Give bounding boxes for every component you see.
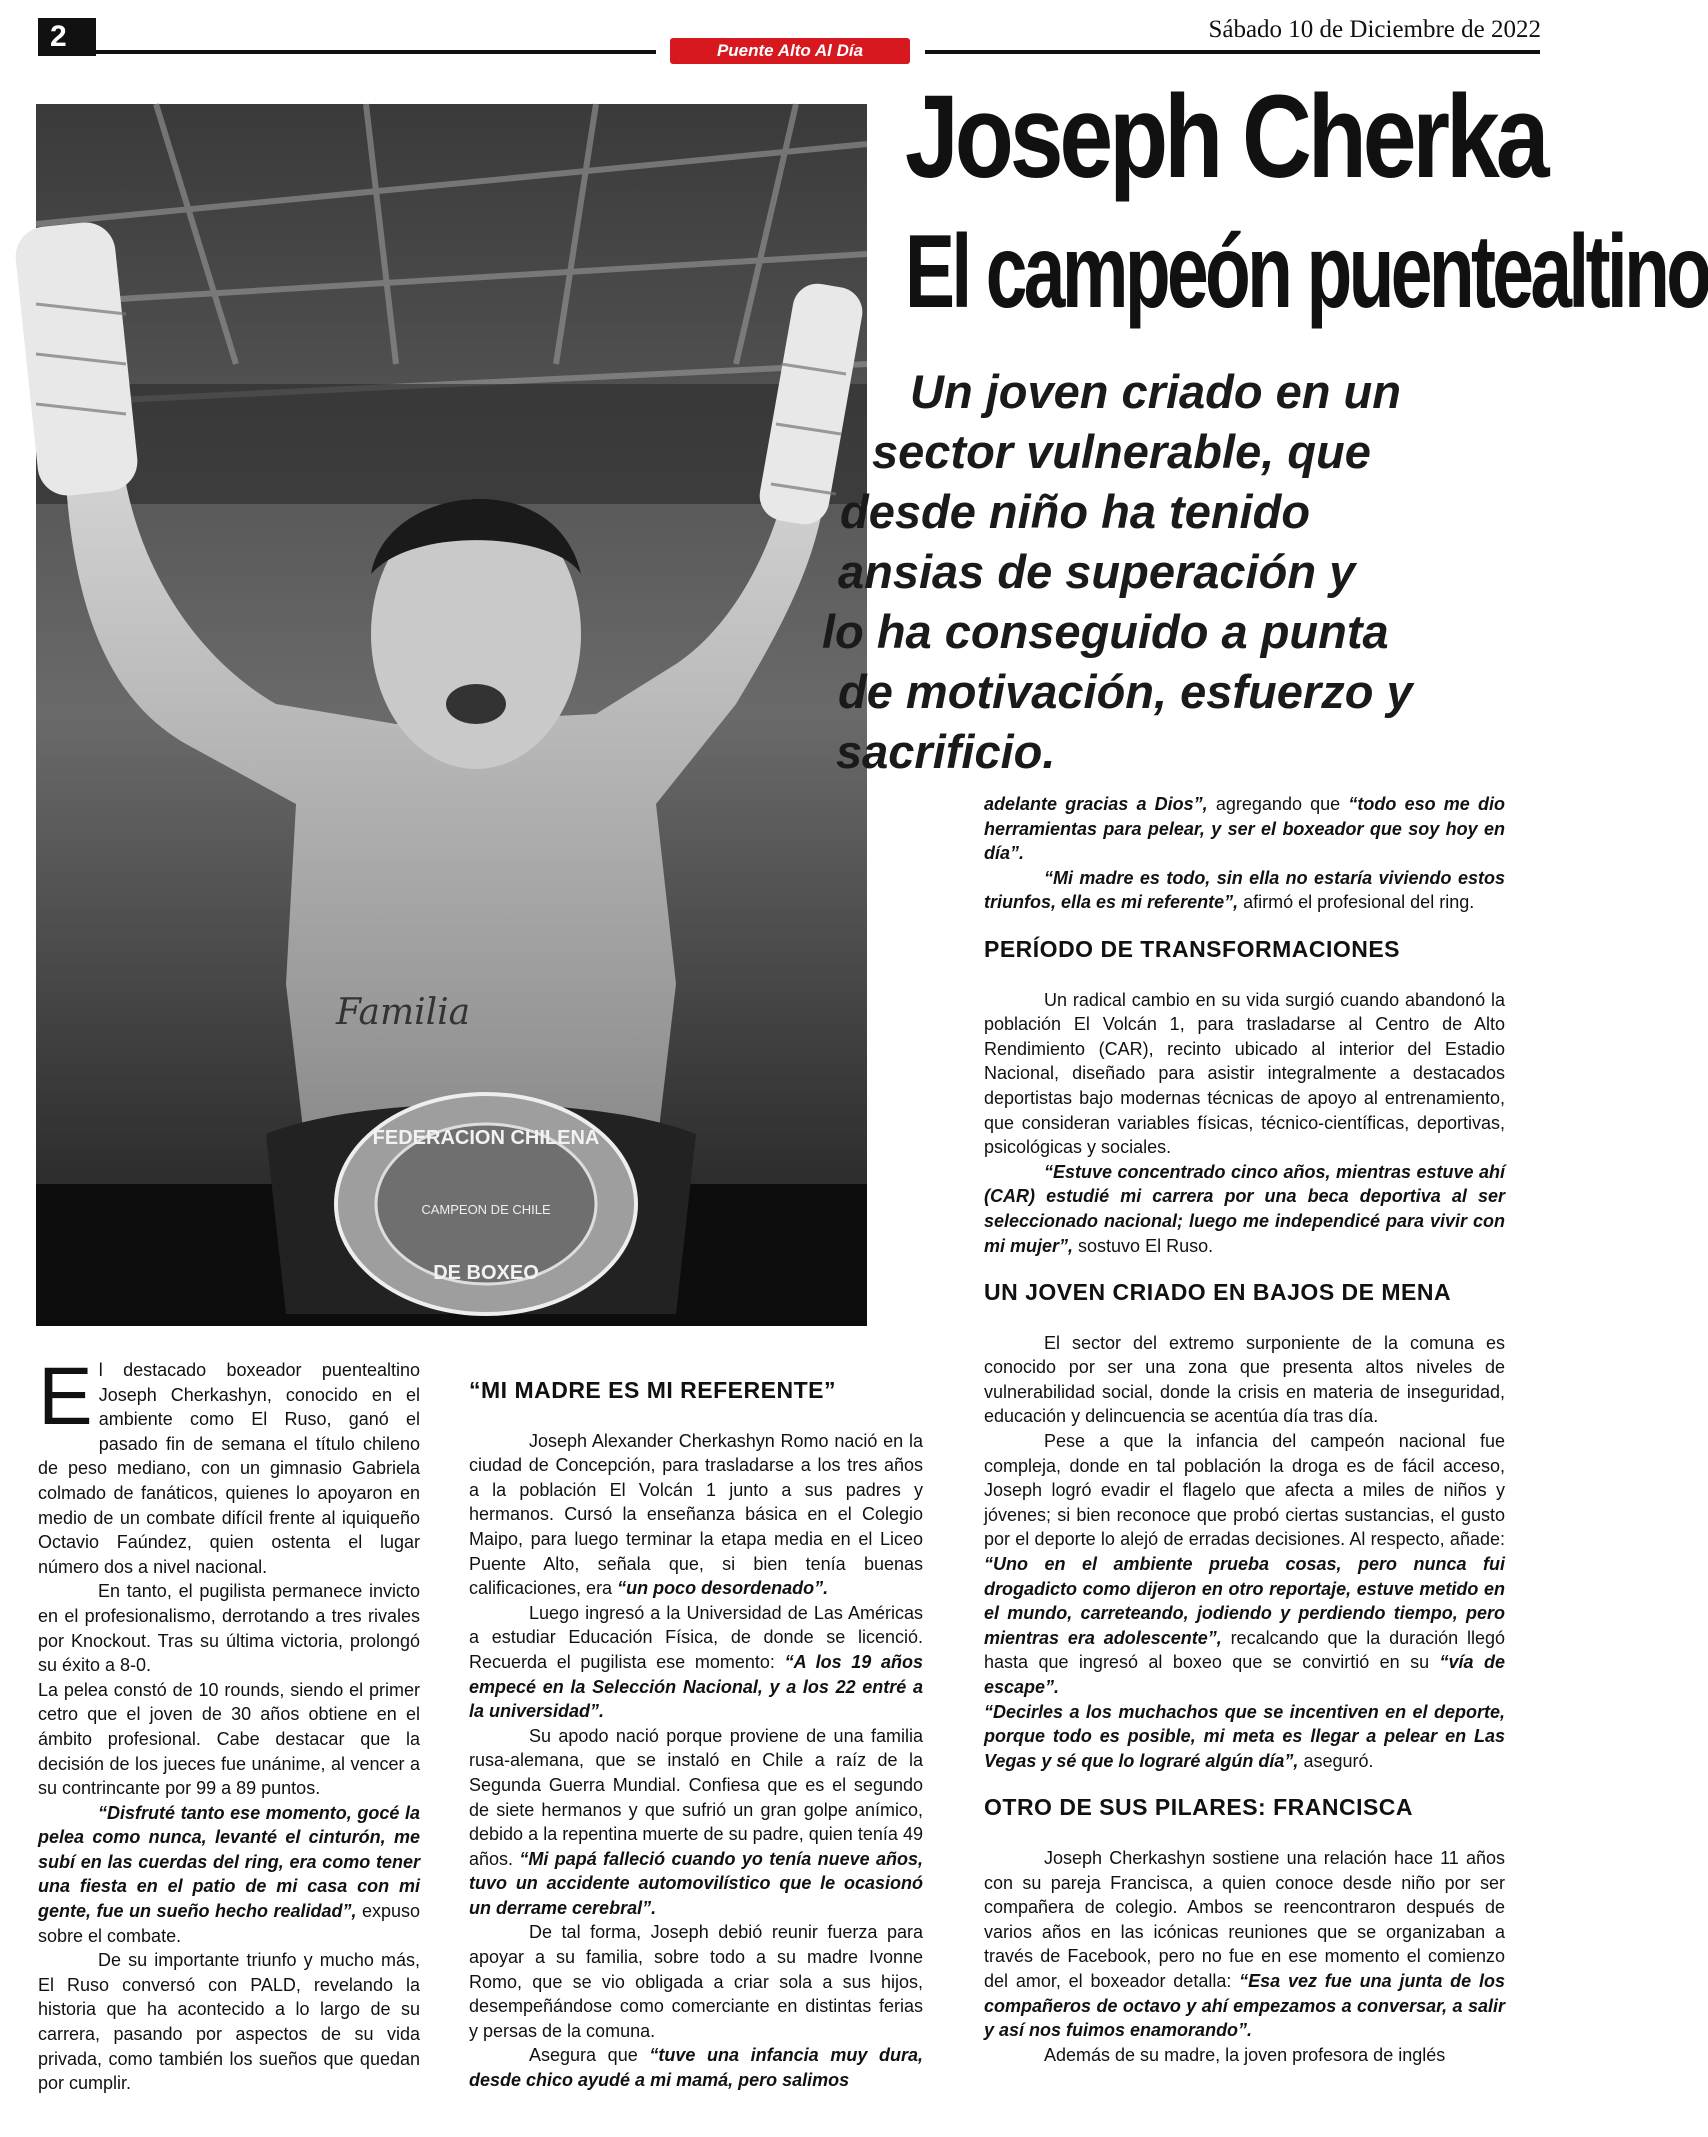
boxer-photo	[36, 104, 867, 1326]
paragraph	[984, 1160, 1505, 1258]
paragraph	[38, 1801, 420, 1949]
paragraph	[469, 1601, 923, 1724]
paragraph-text: agregando que	[1207, 794, 1349, 814]
paragraph-text: Luego ingresó a la Universidad de Las Américas a estudiar Educación Física, de donde se licenció. Recuerda el pugilista ese momento:	[469, 1602, 923, 1672]
belt-text-mid: CAMPEON DE CHILE	[421, 1202, 551, 1217]
paragraph	[38, 1351, 420, 1579]
article-column-1	[38, 1351, 420, 2096]
header-rule-left	[96, 50, 656, 54]
quote: “A los 19 años empecé en la Selección Nacional, y a los 22 entré a la universidad”.	[469, 1651, 923, 1722]
deck-line: lo ha conseguido a punta	[822, 605, 1389, 658]
section-heading: PERÍODO DE TRANSFORMACIONES	[984, 935, 1401, 962]
paragraph-text: Pese a que la infancia del campeón nacional fue compleja, donde en tal población la droga es de fácil acceso, Joseph logró evadir el flagelo que afecta a miles de niños y jóvenes; si bien reconoce que probó ciertas sustancias, el gusto por el deporte lo alejó de erradas decisiones. Al respecto, añade:	[984, 1431, 1505, 1550]
section-heading: UN JOVEN CRIADO EN BAJOS DE MENA	[984, 1279, 1452, 1306]
article-column-2	[469, 1378, 923, 2093]
header-rule-right	[925, 50, 1540, 54]
quote: adelante gracias a Dios”,	[984, 794, 1208, 814]
paragraph: Un radical cambio en su vida surgió cuando abandonó la población El Volcán 1, para trasladarse al Centro de Alto Rendimiento (CAR), recinto ubicado al interior del Estadio Nacional, diseñado para asistir integralmente a destacados deportistas bajo modernas técnicas de apoyo al entrenamiento, que consideran variables físicas, técnico-científicas, deportivas, psicológicas y sociales.	[984, 989, 1505, 1158]
paragraph	[469, 1724, 923, 1921]
boxer-photo-illustration	[36, 104, 867, 1326]
paragraph-text: afirmó el profesional del ring.	[1238, 892, 1475, 913]
paragraph-text: l destacado boxeador puentealtino Joseph Cherkashyn, conocido en el ambiente como El Ruso, ganó el pasado fin de semana el título chileno de peso mediano, con un gimnasio Gabriela colmado de fanáticos, quienes lo apoyaron en medio de un combate difícil frente al iquiqueño Octavio Faúndez, quien ostenta el lugar número dos a nivel nacional.	[38, 1360, 420, 1577]
paragraph-text: expuso sobre el combate.	[38, 1901, 420, 1946]
headline-line1: Joseph Cherka	[905, 71, 1546, 203]
section-heading: “MI MADRE ES MI REFERENTE”	[469, 1377, 836, 1403]
quote: “Estuve concentrado cinco años, mientras estuve ahí (CAR) estudié mi carrera por una beca deportiva al ser seleccionado nacional; luego me independicé para vivir con mi mujer”,	[984, 1161, 1505, 1256]
paragraph: De su importante triunfo y mucho más, El Ruso conversó con PALD, revelando la historia que ha acontecido a lo largo de su carrera, pasando por aspectos de su vida privada, como también los sueños que quedan por cumplir.	[38, 1950, 420, 2094]
deck-line: ansias de superación y	[838, 545, 1356, 598]
paragraph: La pelea constó de 10 rounds, siendo el primer cetro que el joven de 30 años obtiene en el ámbito profesional. Cabe destacar que la decisión de los jueces fue unánime, al vencer a su contrincante por 99 a 89 puntos.	[38, 1679, 420, 1799]
paragraph	[984, 1846, 1505, 2043]
article-column-3	[984, 792, 1505, 2067]
quote: “Decirles a los muchachos que se incentiven en el deporte, porque todo es posible, mi meta es llegar a pelear en Las Vegas y sé que lo lograré algún día”,	[984, 1701, 1505, 1771]
section-heading: OTRO DE SUS PILARES: FRANCISCA	[984, 1794, 1414, 1821]
paragraph-text: Joseph Alexander Cherkashyn Romo nació en la ciudad de Concepción, para trasladarse a los tres años a la población El Volcán 1 junto a sus padres y hermanos. Cursó la enseñanza básica en el Colegio Maipo, para luego terminar la etapa media en el Liceo Puente Alto, señala que, si bien tenía buenas calificaciones, era	[469, 1430, 923, 1599]
paragraph	[984, 792, 1505, 866]
paragraph	[469, 1429, 923, 1601]
belt-text-top: FEDERACION CHILENA	[372, 1127, 600, 1149]
tattoo-text: Familia	[336, 992, 471, 1033]
paragraph: El sector del extremo surponiente de la comuna es conocido por ser una zona que presenta altos niveles de vulnerabilidad social, donde la crisis en materia de inseguridad, educación y delincuencia se acentúa día tras día.	[984, 1332, 1505, 1427]
quote: “Mi papá falleció cuando yo tenía nueve años, tuvo un accidente automovilístico que le ocasionó un derrame cerebral”.	[469, 1848, 924, 1918]
deck-line: desde niño ha tenido	[840, 485, 1311, 538]
deck-line: de motivación, esfuerzo y	[838, 665, 1413, 718]
page-header	[0, 0, 1561, 60]
issue-date: Sábado 10 de Diciembre de 2022	[1208, 16, 1541, 43]
article-deck	[820, 362, 1520, 782]
paragraph: Además de su madre, la joven profesora de inglés	[1044, 2044, 1446, 2065]
masthead-logo	[670, 38, 910, 64]
paragraph-text: aseguró.	[1298, 1750, 1374, 1771]
quote: “Uno en el ambiente prueba cosas, pero nunca fui drogadicto como dijeron en otro reportaje, estuve metido en el mundo, carreteando, jodiendo y perdiendo tiempo, pero mientras era adolescente”,	[984, 1554, 1505, 1648]
drop-cap: E	[38, 1351, 93, 1442]
paragraph-text: Su apodo nació porque proviene de una familia rusa-alemana, que se instaló en Chile a raíz de la Segunda Guerra Mundial. Confiesa que es el segundo de siete hermanos y que sufrió un gran golpe anímico, debido a la repentina muerte de su padre, quien tenía 49 años.	[469, 1725, 923, 1869]
quote: “vía de escape”.	[984, 1652, 1506, 1697]
page-number: 2	[38, 18, 96, 56]
quote: “un poco desordenado”.	[617, 1578, 829, 1599]
paragraph: En tanto, el pugilista permanece invicto en el profesionalismo, derrotando a tres rivales por Knockout. Tras su última victoria, prolongó su éxito a 8-0.	[38, 1581, 420, 1676]
masthead-logo-text: Puente Alto Al Día	[716, 41, 864, 60]
paragraph	[984, 866, 1505, 915]
paragraph	[984, 1700, 1505, 1774]
deck-line: sacrificio.	[836, 725, 1056, 778]
paragraph-text: recalcando que la duración llegó hasta que ingresó al boxeo que se convirtió en su	[984, 1627, 1506, 1673]
quote: “Disfruté tanto ese momento, gocé la pelea como nunca, levanté el cinturón, me subí en las cuerdas del ring, era como tener una fiesta en el patio de mi casa con mi gente, fue un sueño hecho realidad”,	[38, 1802, 420, 1922]
deck-line: Un joven criado en un	[910, 365, 1401, 418]
quote: “tuve una infancia muy dura, desde chico ayudé a mi mamá, pero salimos	[469, 2045, 923, 2091]
paragraph	[469, 2043, 923, 2092]
paragraph-text: sostuvo El Ruso.	[1073, 1235, 1214, 1256]
paragraph	[984, 1429, 1505, 1700]
quote: “todo eso me dio herramientas para pelear, y ser el boxeador que soy hoy en día”.	[984, 794, 1506, 864]
paragraph-text: Joseph Cherkashyn sostiene una relación hace 11 años con su pareja Francisca, a quien conoce desde niño por ser compañera de colegio. Ambos se reencontraron después de varios años en las icónicas reuniones que se organizaban a través de Facebook, pero no fue en ese momento el comienzo del amor, el boxeador detalla:	[984, 1847, 1505, 1991]
paragraph-text: Asegura que	[529, 2045, 650, 2066]
quote: “Mi madre es todo, sin ella no estaría viviendo estos triunfos, ella es mi referente”,	[984, 867, 1505, 913]
quote: “Esa vez fue una junta de los compañeros de octavo y ahí empezamos a conversar, a salir y así nos fuimos enamorando”.	[984, 1970, 1505, 2041]
paragraph: De tal forma, Joseph debió reunir fuerza para apoyar a su familia, sobre todo a su madre Ivonne Romo, que se vio obligada a criar sola a sus hijos, desempeñándose como comerciante en distintas ferias y persas de la comuna.	[469, 1922, 923, 2041]
deck-line: sector vulnerable, que	[872, 425, 1371, 478]
belt-text-bottom: DE BOXEO	[433, 1262, 539, 1284]
headline-line2: El campeón puentealtino	[905, 214, 1708, 330]
